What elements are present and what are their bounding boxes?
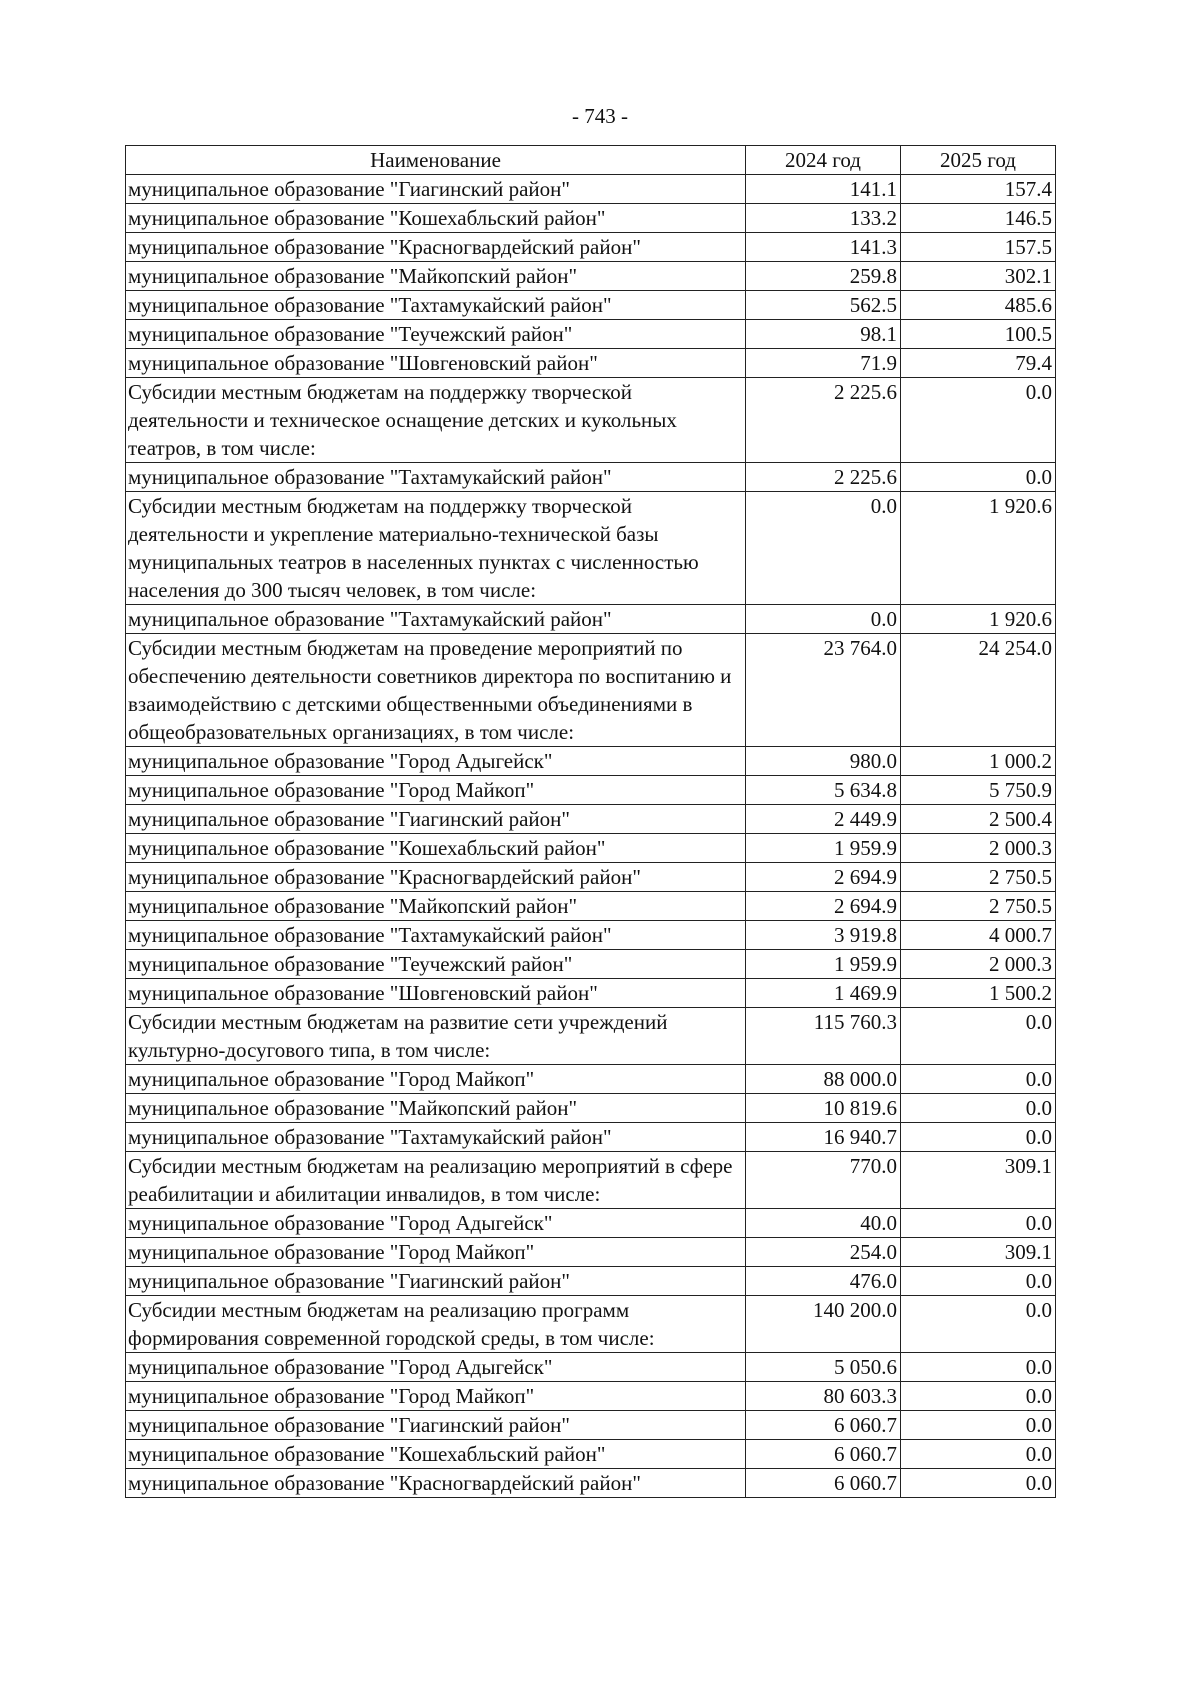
table-row (126, 776, 1056, 805)
table-row (126, 1123, 1056, 1152)
row-2025-cell: 0.0 (901, 1296, 1056, 1353)
table-row (126, 175, 1056, 204)
row-name-cell: муниципальное образование "Тахтамукайский район" (126, 291, 746, 320)
row-2024-cell: 115 760.3 (746, 1008, 901, 1065)
table-row (126, 1152, 1056, 1209)
table-row (126, 1382, 1056, 1411)
row-2024-cell: 770.0 (746, 1152, 901, 1209)
table-row (126, 747, 1056, 776)
table-row (126, 979, 1056, 1008)
table-row (126, 204, 1056, 233)
row-2024-cell: 254.0 (746, 1238, 901, 1267)
row-2025-cell: 0.0 (901, 1382, 1056, 1411)
table-row (126, 1094, 1056, 1123)
row-2025-cell: 100.5 (901, 320, 1056, 349)
row-2025-cell: 0.0 (901, 463, 1056, 492)
row-2025-cell: 2 000.3 (901, 950, 1056, 979)
row-2025-cell: 0.0 (901, 1440, 1056, 1469)
table-row (126, 291, 1056, 320)
row-2025-cell: 1 500.2 (901, 979, 1056, 1008)
row-name-cell: муниципальное образование "Красногвардейский район" (126, 863, 746, 892)
row-2024-cell: 6 060.7 (746, 1411, 901, 1440)
row-name-cell: муниципальное образование "Город Майкоп" (126, 1238, 746, 1267)
row-2025-cell: 4 000.7 (901, 921, 1056, 950)
column-header-name: Наименование (126, 146, 746, 175)
row-name-cell: муниципальное образование "Гиагинский район" (126, 1267, 746, 1296)
table-row (126, 605, 1056, 634)
table-row (126, 378, 1056, 463)
row-2024-cell: 80 603.3 (746, 1382, 901, 1411)
row-2025-cell: 0.0 (901, 1267, 1056, 1296)
row-2024-cell: 562.5 (746, 291, 901, 320)
row-2025-cell: 1 920.6 (901, 492, 1056, 605)
row-name-cell: муниципальное образование "Гиагинский район" (126, 175, 746, 204)
row-name-cell: муниципальное образование "Город Майкоп" (126, 776, 746, 805)
table-row (126, 1008, 1056, 1065)
row-name-cell: муниципальное образование "Город Адыгейск" (126, 747, 746, 776)
table-row (126, 1296, 1056, 1353)
column-header-2025: 2025 год (901, 146, 1056, 175)
row-2025-cell: 5 750.9 (901, 776, 1056, 805)
row-2025-cell: 0.0 (901, 1008, 1056, 1065)
table-row (126, 863, 1056, 892)
row-2024-cell: 0.0 (746, 492, 901, 605)
table-row (126, 834, 1056, 863)
table-row (126, 1065, 1056, 1094)
row-name-cell: муниципальное образование "Кошехабльский район" (126, 204, 746, 233)
row-2024-cell: 2 694.9 (746, 863, 901, 892)
column-header-2024: 2024 год (746, 146, 901, 175)
row-name-cell: Субсидии местным бюджетам на реализацию мероприятий в сфере реабилитации и абилитации инвалидов, в том числе: (126, 1152, 746, 1209)
row-2024-cell: 5 634.8 (746, 776, 901, 805)
row-name-cell: муниципальное образование "Тахтамукайский район" (126, 605, 746, 634)
row-2025-cell: 2 750.5 (901, 892, 1056, 921)
row-2025-cell: 2 000.3 (901, 834, 1056, 863)
row-2024-cell: 1 469.9 (746, 979, 901, 1008)
table-body (126, 175, 1056, 1498)
table-row (126, 1267, 1056, 1296)
row-2025-cell: 0.0 (901, 378, 1056, 463)
table-row (126, 921, 1056, 950)
row-2025-cell: 146.5 (901, 204, 1056, 233)
row-2024-cell: 98.1 (746, 320, 901, 349)
row-2024-cell: 980.0 (746, 747, 901, 776)
table-row (126, 1353, 1056, 1382)
row-2024-cell: 476.0 (746, 1267, 901, 1296)
row-2025-cell: 0.0 (901, 1065, 1056, 1094)
row-2025-cell: 2 750.5 (901, 863, 1056, 892)
row-name-cell: муниципальное образование "Теучежский район" (126, 320, 746, 349)
row-name-cell: муниципальное образование "Город Адыгейск" (126, 1209, 746, 1238)
row-2024-cell: 140 200.0 (746, 1296, 901, 1353)
table-row (126, 320, 1056, 349)
row-name-cell: муниципальное образование "Гиагинский район" (126, 805, 746, 834)
row-2025-cell: 302.1 (901, 262, 1056, 291)
row-name-cell: муниципальное образование "Город Адыгейск" (126, 1353, 746, 1382)
row-2024-cell: 71.9 (746, 349, 901, 378)
table-row (126, 892, 1056, 921)
row-2025-cell: 2 500.4 (901, 805, 1056, 834)
table-row (126, 950, 1056, 979)
row-2024-cell: 1 959.9 (746, 834, 901, 863)
row-2025-cell: 0.0 (901, 1411, 1056, 1440)
row-name-cell: Субсидии местным бюджетам на развитие сети учреждений культурно-досугового типа, в том числе: (126, 1008, 746, 1065)
table-row (126, 1209, 1056, 1238)
row-2025-cell: 24 254.0 (901, 634, 1056, 747)
table-row (126, 233, 1056, 262)
table-row (126, 1238, 1056, 1267)
row-name-cell: муниципальное образование "Майкопский район" (126, 892, 746, 921)
row-name-cell: муниципальное образование "Теучежский район" (126, 950, 746, 979)
row-2024-cell: 2 225.6 (746, 378, 901, 463)
table-row (126, 634, 1056, 747)
row-2024-cell: 6 060.7 (746, 1469, 901, 1498)
row-name-cell: муниципальное образование "Кошехабльский район" (126, 1440, 746, 1469)
row-2024-cell: 141.3 (746, 233, 901, 262)
row-2025-cell: 79.4 (901, 349, 1056, 378)
row-2025-cell: 0.0 (901, 1123, 1056, 1152)
row-2024-cell: 10 819.6 (746, 1094, 901, 1123)
row-2025-cell: 1 000.2 (901, 747, 1056, 776)
row-2024-cell: 88 000.0 (746, 1065, 901, 1094)
row-name-cell: Субсидии местным бюджетам на поддержку творческой деятельности и техническое оснащение детских и кукольных театров, в том числе: (126, 378, 746, 463)
row-2024-cell: 133.2 (746, 204, 901, 233)
table-row (126, 349, 1056, 378)
row-2024-cell: 5 050.6 (746, 1353, 901, 1382)
row-name-cell: Субсидии местным бюджетам на поддержку творческой деятельности и укрепление материально-технической базы муниципальных театров в населенных пунктах с численностью населения до 300 тысяч человек, в том числе: (126, 492, 746, 605)
row-name-cell: Субсидии местным бюджетам на проведение мероприятий по обеспечению деятельности советников директора по воспитанию и взаимодействию с детскими общественными объединениями в общеобразовательных организациях, в том числе: (126, 634, 746, 747)
table-row (126, 463, 1056, 492)
page-number: - 743 - (572, 104, 628, 128)
row-2024-cell: 6 060.7 (746, 1440, 901, 1469)
row-name-cell: муниципальное образование "Шовгеновский район" (126, 349, 746, 378)
row-2024-cell: 2 694.9 (746, 892, 901, 921)
row-name-cell: Субсидии местным бюджетам на реализацию программ формирования современной городской среды, в том числе: (126, 1296, 746, 1353)
row-2024-cell: 2 449.9 (746, 805, 901, 834)
row-name-cell: муниципальное образование "Гиагинский район" (126, 1411, 746, 1440)
row-name-cell: муниципальное образование "Кошехабльский район" (126, 834, 746, 863)
row-2025-cell: 157.4 (901, 175, 1056, 204)
row-2024-cell: 0.0 (746, 605, 901, 634)
row-name-cell: муниципальное образование "Красногвардейский район" (126, 233, 746, 262)
row-name-cell: муниципальное образование "Майкопский район" (126, 1094, 746, 1123)
row-2025-cell: 157.5 (901, 233, 1056, 262)
row-2024-cell: 1 959.9 (746, 950, 901, 979)
row-2024-cell: 141.1 (746, 175, 901, 204)
budget-table (125, 145, 1056, 1498)
row-name-cell: муниципальное образование "Шовгеновский район" (126, 979, 746, 1008)
row-2025-cell: 485.6 (901, 291, 1056, 320)
row-2025-cell: 0.0 (901, 1209, 1056, 1238)
row-name-cell: муниципальное образование "Город Майкоп" (126, 1065, 746, 1094)
row-name-cell: муниципальное образование "Тахтамукайский район" (126, 921, 746, 950)
table-row (126, 262, 1056, 291)
table-row (126, 1469, 1056, 1498)
row-2025-cell: 1 920.6 (901, 605, 1056, 634)
row-2024-cell: 3 919.8 (746, 921, 901, 950)
row-2024-cell: 40.0 (746, 1209, 901, 1238)
row-2025-cell: 0.0 (901, 1353, 1056, 1382)
row-2024-cell: 23 764.0 (746, 634, 901, 747)
table-header-row (126, 146, 1056, 175)
table-row (126, 492, 1056, 605)
row-2025-cell: 0.0 (901, 1094, 1056, 1123)
row-2025-cell: 309.1 (901, 1238, 1056, 1267)
row-2025-cell: 309.1 (901, 1152, 1056, 1209)
row-name-cell: муниципальное образование "Тахтамукайский район" (126, 1123, 746, 1152)
row-name-cell: муниципальное образование "Майкопский район" (126, 262, 746, 291)
row-2024-cell: 16 940.7 (746, 1123, 901, 1152)
row-2024-cell: 259.8 (746, 262, 901, 291)
row-name-cell: муниципальное образование "Красногвардейский район" (126, 1469, 746, 1498)
row-2025-cell: 0.0 (901, 1469, 1056, 1498)
row-name-cell: муниципальное образование "Тахтамукайский район" (126, 463, 746, 492)
table-row (126, 1440, 1056, 1469)
table-row (126, 805, 1056, 834)
table-row (126, 1411, 1056, 1440)
row-name-cell: муниципальное образование "Город Майкоп" (126, 1382, 746, 1411)
row-2024-cell: 2 225.6 (746, 463, 901, 492)
